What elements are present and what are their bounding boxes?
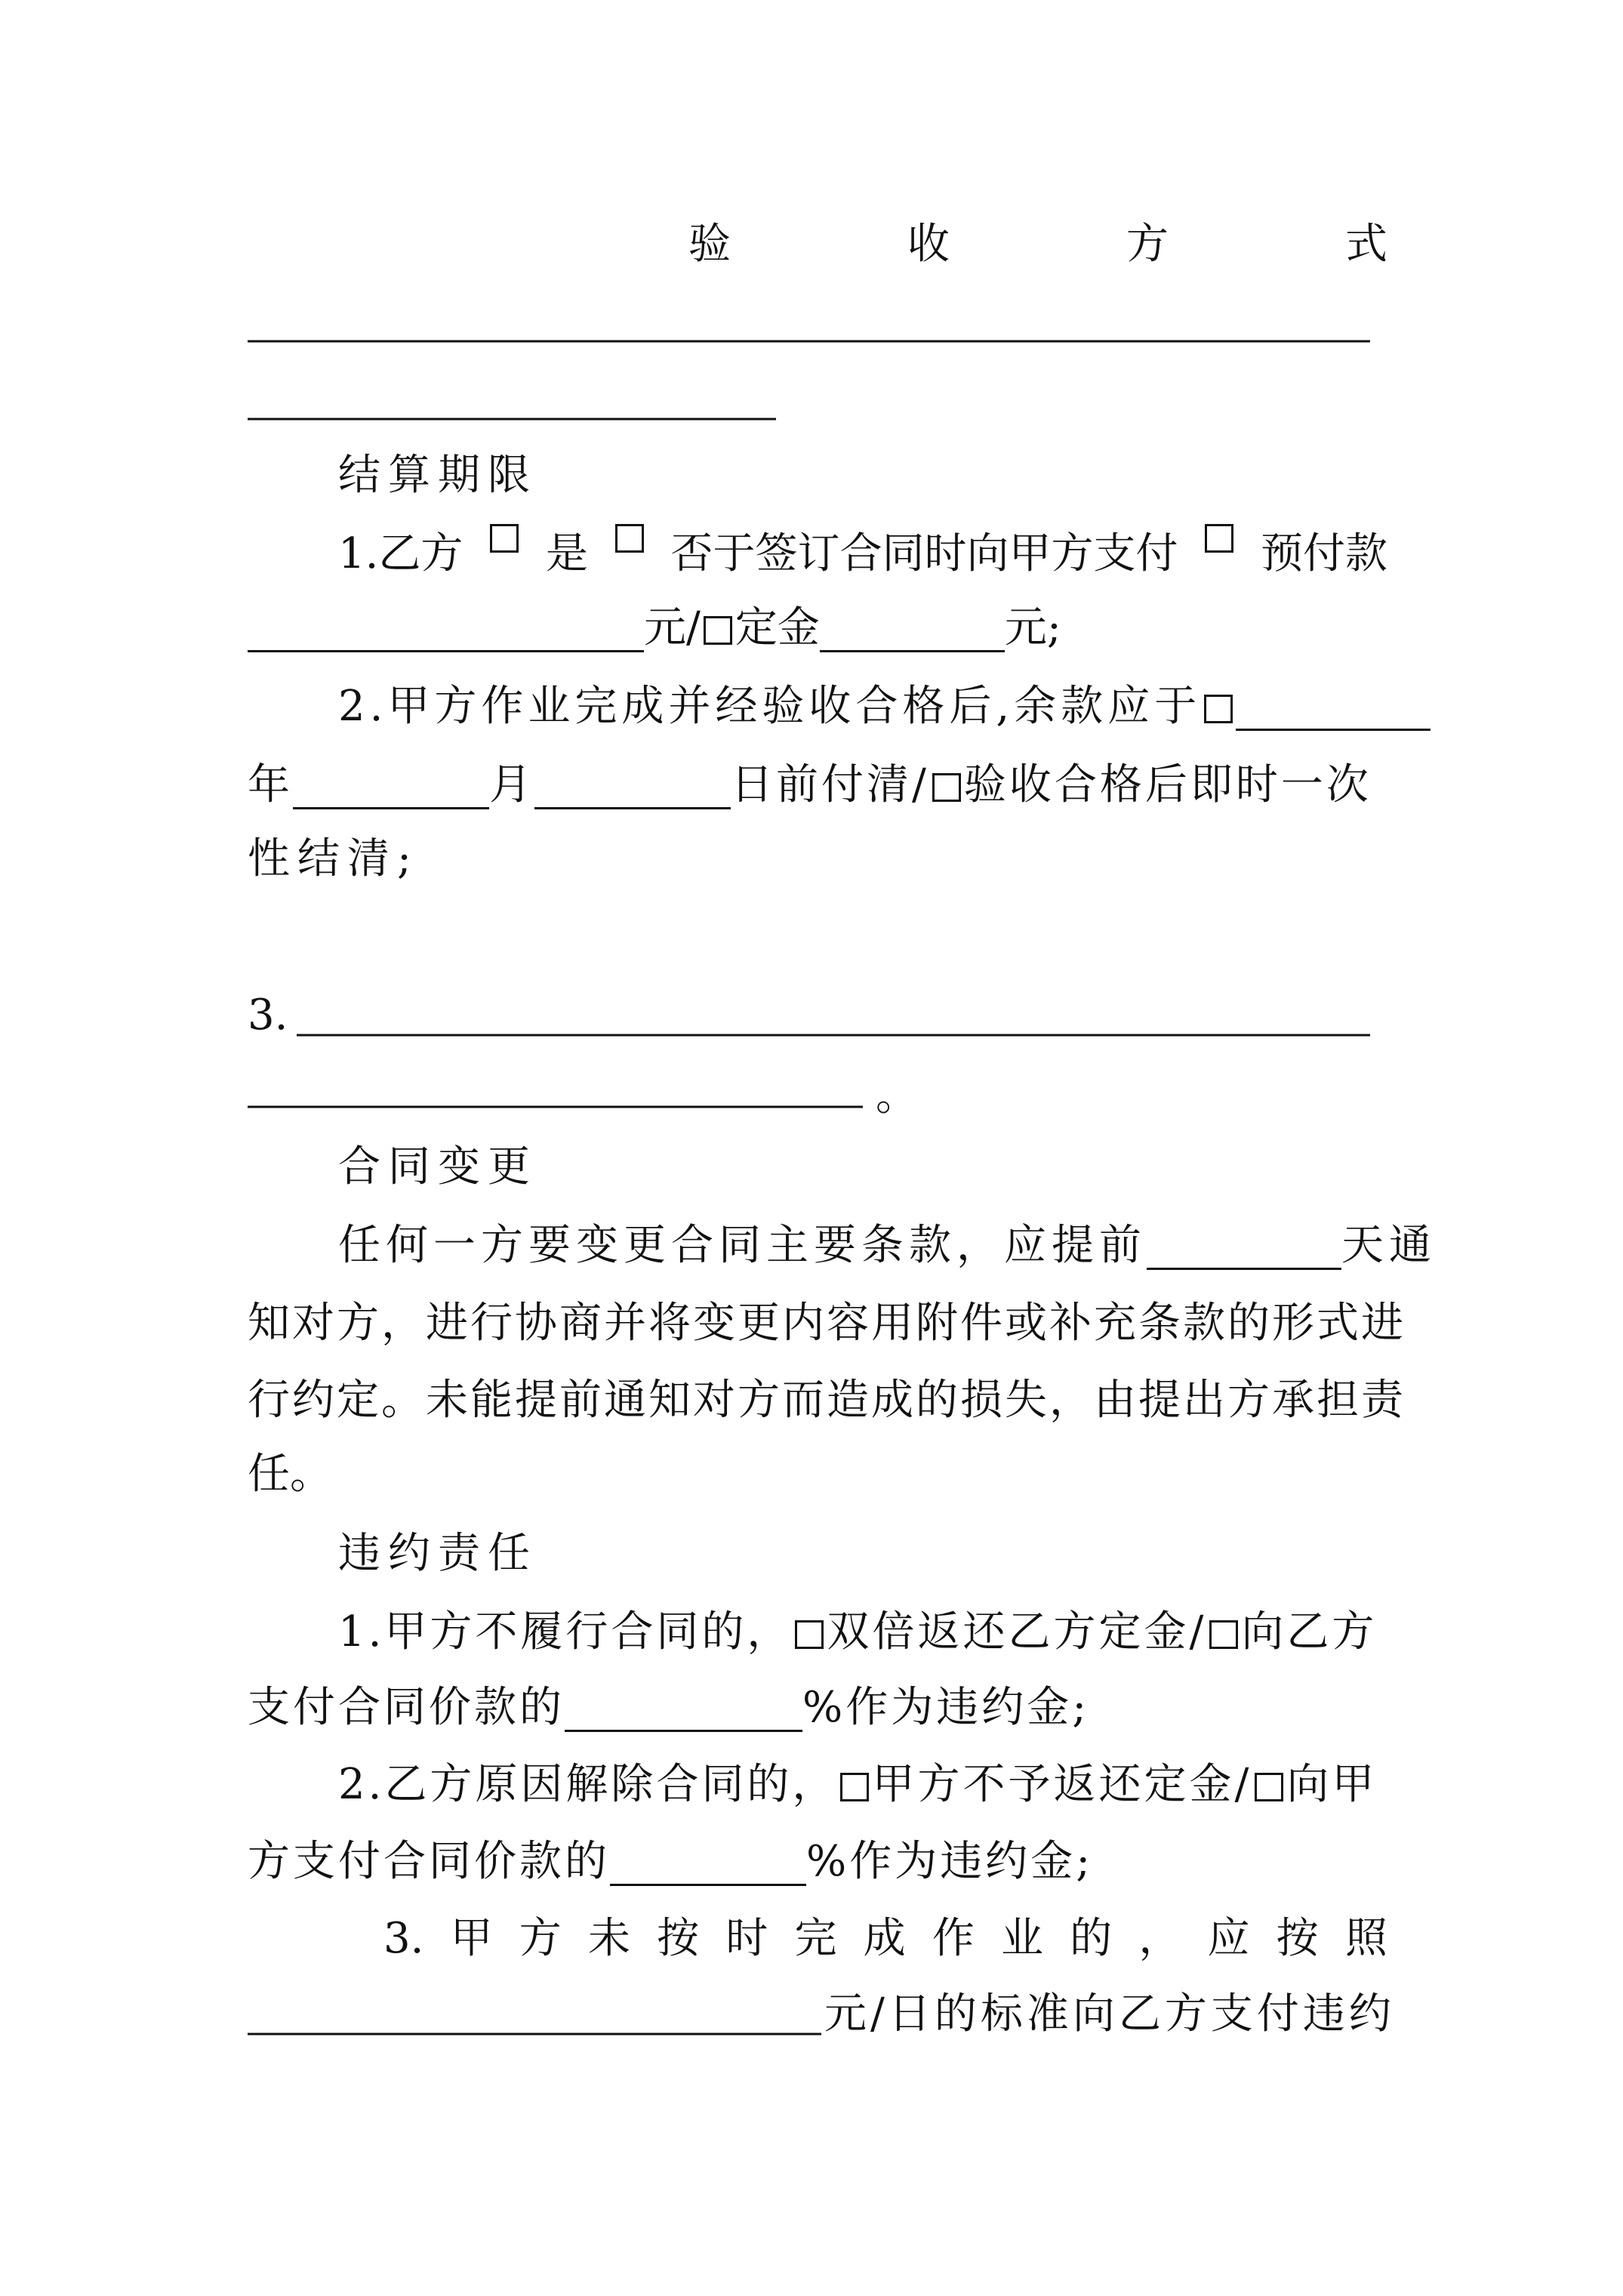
yes-checkbox[interactable] xyxy=(490,524,519,553)
change-line4: 任。 xyxy=(248,1450,332,1499)
change-heading: 合同变更 xyxy=(338,1142,537,1191)
breach-item1-opt2: 向乙方 xyxy=(1241,1607,1378,1657)
breach-item2-line2 xyxy=(248,1832,1093,1892)
notice-days-blank[interactable] xyxy=(1147,1224,1341,1270)
settlement-item1-line2 xyxy=(248,598,1061,658)
breach-item1-line2-post: %作为违约金; xyxy=(802,1683,1090,1732)
settlement-item1-prepay: 预付款 xyxy=(1260,529,1387,578)
pay-day-blank[interactable] xyxy=(534,763,731,809)
acceptance-char-4: 式 xyxy=(1345,220,1387,269)
settlement-item3-prefix: 3. xyxy=(248,991,288,1040)
breach-item2-pre: 2.乙方原因解除合同的， xyxy=(338,1760,838,1809)
pay-date-checkbox[interactable] xyxy=(1204,695,1233,723)
settlement-item1-yes: 是 xyxy=(545,529,588,578)
breach-item1-line2 xyxy=(248,1678,1089,1738)
pay-party-b-checkbox[interactable] xyxy=(1209,1620,1238,1649)
settlement-item1-yuan1: 元/ xyxy=(644,603,701,652)
settlement-item1-line1 xyxy=(338,524,1387,584)
prepay-amount-blank[interactable] xyxy=(248,606,644,652)
breach-item3-c11: ， xyxy=(1138,1914,1181,1963)
settlement-item2-line3: 性结清; xyxy=(248,834,419,883)
breach-item1-line2-pre: 支付合同价款的 xyxy=(248,1683,565,1732)
settlement-item2-year: 年 xyxy=(248,760,293,809)
acceptance-method-title xyxy=(688,214,1387,275)
breach-item3-c1: 甲 xyxy=(450,1914,493,1963)
settlement-item1-prefix: 1.乙方 xyxy=(338,529,463,578)
settlement-item2-immediate: 验收合格后即时一次 xyxy=(963,760,1372,809)
breach-item2-line2-pre: 方支付合同价款的 xyxy=(248,1837,610,1886)
pay-party-a-checkbox[interactable] xyxy=(1255,1773,1283,1801)
breach-item3-c10: 的 xyxy=(1070,1914,1113,1963)
settlement-item2-day-pay: 日前付清/ xyxy=(731,760,929,809)
breach-item1-line1 xyxy=(338,1602,1377,1663)
no-refund-checkbox[interactable] xyxy=(840,1773,869,1801)
immediate-checkbox[interactable] xyxy=(932,773,961,802)
settlement-item2-text: 2.甲方作业完成并经验收合格后,余款应于 xyxy=(338,682,1202,731)
settlement-item1-yuan2: 元; xyxy=(1004,603,1061,652)
settlement-heading: 结算期限 xyxy=(338,451,537,500)
deposit-amount-blank[interactable] xyxy=(820,606,1005,652)
breach-item2-line1 xyxy=(338,1755,1377,1815)
change-line1-post: 天通 xyxy=(1341,1221,1437,1270)
change-line1-pre: 任何一方要变更合同主要条款，应提前 xyxy=(338,1221,1147,1270)
breach-item3-c5: 时 xyxy=(725,1914,768,1963)
breach-item2-opt1: 甲方不予返还定金/ xyxy=(872,1760,1252,1809)
change-line3: 行约定。未能提前通知对方而造成的损失，由提出方承担责 xyxy=(248,1376,1406,1425)
breach-heading: 违约责任 xyxy=(338,1529,537,1578)
settlement-item2-line1 xyxy=(338,676,1431,737)
acceptance-char-1: 验 xyxy=(688,220,731,269)
prepay-checkbox[interactable] xyxy=(1205,524,1233,553)
pay-month-blank[interactable] xyxy=(293,763,489,809)
acceptance-char-2: 收 xyxy=(907,220,950,269)
deposit-checkbox[interactable] xyxy=(704,616,732,645)
breach-item3-c2: 方 xyxy=(519,1914,562,1963)
breach-item3-c9: 业 xyxy=(1000,1914,1043,1963)
breach-item3-c0: 3. xyxy=(383,1914,424,1963)
breach-item1-percent-blank[interactable] xyxy=(565,1686,802,1732)
double-return-checkbox[interactable] xyxy=(795,1620,824,1649)
change-line1 xyxy=(338,1216,1437,1276)
breach-item3-line2-text: 元/日的标准向乙方支付违约 xyxy=(824,1989,1395,2039)
pay-year-blank[interactable] xyxy=(1236,685,1431,731)
breach-item3-c14: 照 xyxy=(1344,1914,1387,1963)
settlement-item3-end: 。 xyxy=(876,1071,918,1120)
acceptance-char-3: 方 xyxy=(1126,220,1169,269)
breach-item2-line2-post: %作为违约金; xyxy=(806,1837,1094,1886)
change-line2: 知对方，进行协商并将变更内容用附件或补充条款的形式进 xyxy=(248,1299,1406,1348)
settlement-item2-line2 xyxy=(248,755,1372,815)
breach-item3-line1 xyxy=(383,1909,1387,1969)
settlement-item1-no: 否于签订合同时向甲方支付 xyxy=(670,529,1178,578)
breach-item3-c3: 未 xyxy=(587,1914,630,1963)
breach-item3-c6: 完 xyxy=(794,1914,837,1963)
breach-item2-opt2: 向甲 xyxy=(1286,1760,1378,1809)
breach-item1-pre: 1.甲方不履行合同的， xyxy=(338,1607,793,1657)
breach-item3-c8: 作 xyxy=(932,1914,975,1963)
no-checkbox[interactable] xyxy=(615,524,644,553)
breach-item2-percent-blank[interactable] xyxy=(610,1840,806,1886)
breach-item3-c13: 按 xyxy=(1276,1914,1319,1963)
breach-item3-c12: 应 xyxy=(1207,1914,1250,1963)
breach-item3-c7: 成 xyxy=(863,1914,906,1963)
breach-item3-c4: 按 xyxy=(657,1914,700,1963)
settlement-item2-month: 月 xyxy=(489,760,534,809)
breach-item1-opt1: 双倍返还乙方定金/ xyxy=(827,1607,1207,1657)
settlement-item1-deposit: 定金 xyxy=(735,603,820,652)
